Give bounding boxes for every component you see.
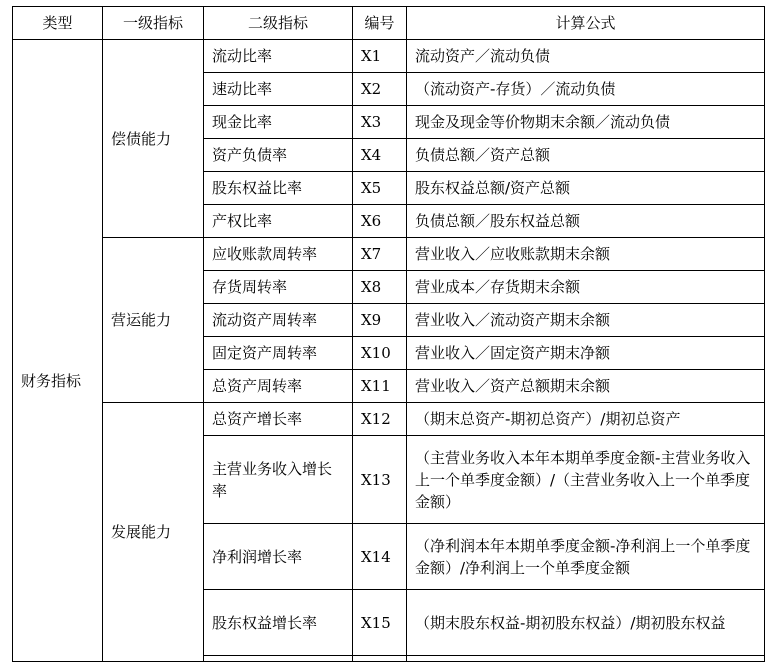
indicator-name: 产权比率 — [204, 205, 353, 238]
indicator-name: 净利润增长率 — [204, 524, 353, 590]
indicator-formula: 营业收入／资产总额期末余额 — [407, 370, 765, 403]
indicator-code: X12 — [353, 403, 407, 436]
group-development: 发展能力 — [103, 403, 204, 662]
header-formula: 计算公式 — [407, 7, 765, 40]
indicator-name: 固定资产周转率 — [204, 337, 353, 370]
table-row — [13, 40, 765, 73]
header-level2: 二级指标 — [204, 7, 353, 40]
indicator-name: 流动资产周转率 — [204, 304, 353, 337]
indicator-formula: 营业收入／固定资产期末净额 — [407, 337, 765, 370]
indicator-name: 总资产增长率 — [204, 403, 353, 436]
indicator-formula: 营业收入／流动资产期末余额 — [407, 304, 765, 337]
indicator-formula: 股东权益总额/资产总额 — [407, 172, 765, 205]
indicator-formula: （期末总资产-期初总资产）/期初总资产 — [407, 403, 765, 436]
indicator-code: X8 — [353, 271, 407, 304]
indicator-formula: 负债总额／资产总额 — [407, 139, 765, 172]
indicator-code: X5 — [353, 172, 407, 205]
indicator-formula: （净利润本年本期单季度金额-净利润上一个单季度金额）/净利润上一个单季度金额 — [407, 524, 765, 590]
indicator-name: 现金比率 — [204, 106, 353, 139]
indicator-formula: 营业收入／应收账款期末余额 — [407, 238, 765, 271]
indicator-code: X2 — [353, 73, 407, 106]
indicator-name: 速动比率 — [204, 73, 353, 106]
type-cell: 财务指标 — [13, 40, 103, 662]
financial-indicators-table — [12, 6, 765, 662]
indicator-code: X4 — [353, 139, 407, 172]
group-operating: 营运能力 — [103, 238, 204, 403]
indicator-name: 主营业务收入增长率 — [204, 436, 353, 524]
indicator-name: 流动比率 — [204, 40, 353, 73]
indicator-code: X3 — [353, 106, 407, 139]
indicator-code: X10 — [353, 337, 407, 370]
indicator-formula: （主营业务收入本年本期单季度金额-主营业务收入上一个单季度金额）/（主营业务收入上一个单季度金额） — [407, 436, 765, 524]
indicator-code: X9 — [353, 304, 407, 337]
indicator-name: 股东权益比率 — [204, 172, 353, 205]
header-level1: 一级指标 — [103, 7, 204, 40]
indicator-code: X6 — [353, 205, 407, 238]
indicator-code: X11 — [353, 370, 407, 403]
indicator-formula: （期末股东权益-期初股东权益）/期初股东权益 — [407, 590, 765, 656]
header-code: 编号 — [353, 7, 407, 40]
header-type: 类型 — [13, 7, 103, 40]
indicator-code: X13 — [353, 436, 407, 524]
table-row — [13, 238, 765, 271]
indicator-code: X7 — [353, 238, 407, 271]
indicator-name: 总资产周转率 — [204, 370, 353, 403]
indicator-name: 股东权益增长率 — [204, 590, 353, 656]
indicator-formula: 负债总额／股东权益总额 — [407, 205, 765, 238]
indicator-name: 资产负债率 — [204, 139, 353, 172]
indicator-code: X14 — [353, 524, 407, 590]
indicator-formula: 营业成本／存货期末余额 — [407, 271, 765, 304]
table-row — [13, 403, 765, 436]
header-row — [13, 7, 765, 40]
indicator-name: 应收账款周转率 — [204, 238, 353, 271]
indicator-code: X15 — [353, 590, 407, 656]
indicator-formula: （流动资产-存货）／流动负债 — [407, 73, 765, 106]
indicator-code: X1 — [353, 40, 407, 73]
group-solvency: 偿债能力 — [103, 40, 204, 238]
indicator-name: 存货周转率 — [204, 271, 353, 304]
indicator-formula: 现金及现金等价物期末余额／流动负债 — [407, 106, 765, 139]
indicator-formula: 流动资产／流动负债 — [407, 40, 765, 73]
